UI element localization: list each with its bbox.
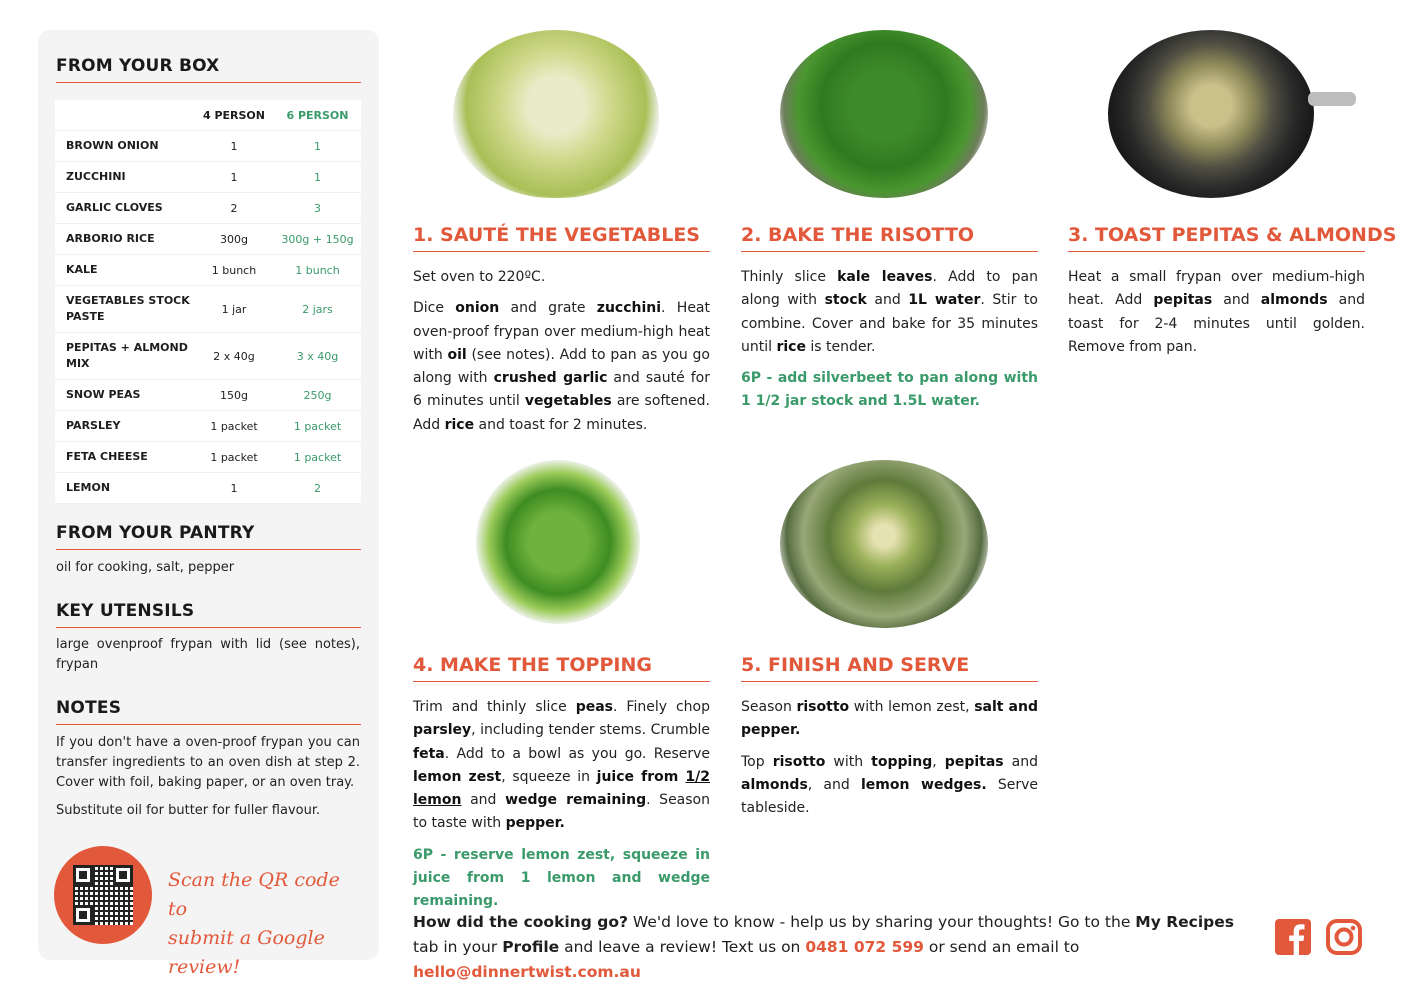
step-5-text-1: Season risotto with lemon zest, salt and pepper.	[741, 699, 1038, 739]
step-3-pan-handle	[1308, 92, 1356, 106]
step-5-text-2: Top risotto with topping, pepitas and almonds, and lemon wedges. Serve tableside.	[741, 753, 1038, 817]
qty-4-person: 1 packet	[194, 411, 274, 442]
qty-6-person: 1 packet	[274, 442, 361, 473]
ingredient-name: KALE	[55, 255, 194, 286]
table-row	[55, 162, 361, 193]
step-5-body	[741, 696, 1038, 828]
step-4-body	[413, 696, 710, 922]
notes-text-2: Substitute oil for butter for fuller flavour.	[56, 803, 321, 818]
qty-4-person: 150g	[194, 380, 274, 411]
table-header-row	[55, 100, 361, 131]
facebook-icon[interactable]	[1275, 919, 1311, 955]
key-utensils-title: KEY UTENSILS	[56, 601, 361, 628]
table-header-6-person: 6 PERSON	[274, 100, 361, 131]
ingredient-name: BROWN ONION	[55, 131, 194, 162]
utensils-text: large ovenproof frypan with lid (see notes), frypan	[56, 637, 360, 672]
step-2-title: 2. BAKE THE RISOTTO	[741, 224, 1038, 252]
instagram-icon[interactable]	[1325, 918, 1363, 956]
ingredient-name: FETA CHEESE	[55, 442, 194, 473]
ingredient-name: ZUCCHINI	[55, 162, 194, 193]
qr-caption	[168, 866, 363, 982]
phone-link[interactable]: 0481 072 599	[805, 938, 924, 956]
ingredient-name: PEPITAS + ALMOND MIX	[55, 333, 194, 380]
from-box-title: FROM YOUR BOX	[56, 56, 361, 83]
table-row	[55, 442, 361, 473]
table-row	[55, 131, 361, 162]
qty-6-person: 2 jars	[274, 286, 361, 333]
qr-code-badge[interactable]	[54, 846, 152, 944]
qr-caption-line-1: Scan the QR code to	[168, 869, 340, 920]
step-4-title: 4. MAKE THE TOPPING	[413, 654, 710, 682]
qr-code-icon	[73, 865, 133, 925]
qty-4-person: 300g	[194, 224, 274, 255]
step-4-photo	[476, 460, 640, 624]
ingredient-name: GARLIC CLOVES	[55, 193, 194, 224]
ingredient-name: VEGETABLES STOCK PASTE	[55, 286, 194, 333]
step-2-text-1: Thinly slice kale leaves. Add to pan along with stock and 1L water. Stir to combine. Cover and bake for 35 minutes until rice is tender.	[741, 269, 1038, 355]
step-3-photo	[1108, 30, 1314, 198]
qty-6-person: 1 bunch	[274, 255, 361, 286]
step-4-6p-note: 6P - reserve lemon zest, squeeze in juice from 1 lemon and wedge remaining.	[413, 846, 710, 910]
step-1-text-1: Set oven to 220ºC.	[413, 269, 546, 285]
step-3-text-1: Heat a small frypan over medium-high heat. Add pepitas and almonds and toast for 2-4 minutes until golden. Remove from pan.	[1068, 269, 1365, 355]
step-5-title: 5. FINISH AND SERVE	[741, 654, 1038, 682]
notes-text-1: If you don't have a oven-proof frypan you can transfer ingredients to an oven dish at step 2. Cover with foil, baking paper, or an oven tray.	[56, 735, 360, 790]
qty-4-person: 1 packet	[194, 442, 274, 473]
ingredient-name: PARSLEY	[55, 411, 194, 442]
step-3-title: 3. TOAST PEPITAS & ALMONDS	[1068, 224, 1365, 252]
table-header-4-person: 4 PERSON	[194, 100, 274, 131]
table-row	[55, 193, 361, 224]
ingredient-name: LEMON	[55, 473, 194, 504]
qty-6-person: 1	[274, 131, 361, 162]
qty-6-person: 1	[274, 162, 361, 193]
qty-4-person: 1	[194, 473, 274, 504]
step-2-body	[741, 266, 1038, 422]
notes-title: NOTES	[56, 698, 361, 725]
qty-6-person: 3 x 40g	[274, 333, 361, 380]
email-link[interactable]: hello@dinnertwist.com.au	[413, 963, 641, 981]
table-header-blank	[55, 100, 194, 131]
ingredient-name: ARBORIO RICE	[55, 224, 194, 255]
step-5-photo	[780, 460, 988, 628]
table-row	[55, 473, 361, 504]
step-3-body	[1068, 266, 1365, 367]
ingredient-name: SNOW PEAS	[55, 380, 194, 411]
from-pantry-title: FROM YOUR PANTRY	[56, 523, 361, 550]
ingredients-sidebar	[38, 30, 379, 978]
qty-4-person: 1 jar	[194, 286, 274, 333]
qty-4-person: 2 x 40g	[194, 333, 274, 380]
qr-caption-line-2: submit a Google review!	[168, 927, 325, 978]
qty-4-person: 1	[194, 131, 274, 162]
table-row	[55, 224, 361, 255]
qty-6-person: 3	[274, 193, 361, 224]
qty-6-person: 250g	[274, 380, 361, 411]
pantry-text: oil for cooking, salt, pepper	[56, 560, 235, 575]
table-row	[55, 411, 361, 442]
table-row	[55, 255, 361, 286]
qty-6-person: 300g + 150g	[274, 224, 361, 255]
qty-6-person: 1 packet	[274, 411, 361, 442]
step-1-text-2: Dice onion and grate zucchini. Heat oven-proof frypan over medium-high heat with oil (see notes). Add to pan as you go along with crushed garlic and sauté for 6 minutes until vegetables are softened. Add rice and toast for 2 minutes.	[413, 300, 710, 433]
step-1-title: 1. SAUTÉ THE VEGETABLES	[413, 224, 710, 252]
feedback-footer: How did the cooking go? We'd love to know - help us by sharing your thoughts! Go to the My Recipes tab in your Profile and leave a review! Text us on 0481 072 599 or send an email to hello@dinnertwist.com.au	[413, 913, 1234, 981]
qty-4-person: 1	[194, 162, 274, 193]
step-1-body	[413, 266, 710, 445]
step-4-text-1: Trim and thinly slice peas. Finely chop parsley, including tender stems. Crumble feta. Add to a bowl as you go. Reserve lemon zest, squeeze in juice from 1/2 lemon and wedge remaining. Season to taste with pepper.	[413, 699, 710, 832]
table-row	[55, 286, 361, 333]
step-1-photo	[453, 30, 659, 198]
step-2-6p-note: 6P - add silverbeet to pan along with 1 1/2 jar stock and 1.5L water.	[741, 370, 1038, 410]
table-row	[55, 380, 361, 411]
qty-6-person: 2	[274, 473, 361, 504]
qty-4-person: 2	[194, 193, 274, 224]
ingredients-table	[55, 100, 361, 504]
table-row	[55, 333, 361, 380]
step-2-photo	[780, 30, 988, 198]
qty-4-person: 1 bunch	[194, 255, 274, 286]
